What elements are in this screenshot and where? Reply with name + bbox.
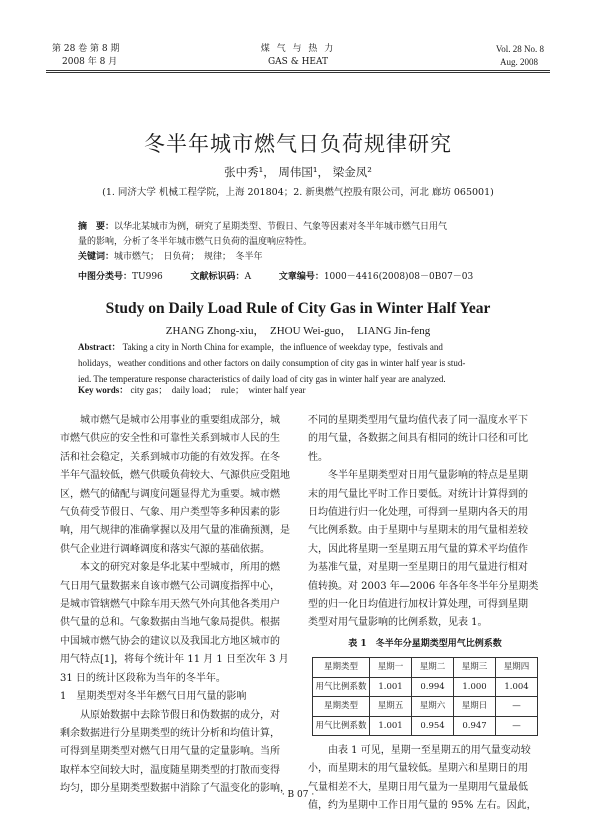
clc-label: 中图分类号： (78, 272, 133, 282)
table-cell: 星期二 (412, 658, 454, 677)
text-line: 是城市管辖燃气中除车用天然气外向其他各类用户 (60, 599, 280, 611)
text-line: 气日用气量数据来自该市燃气公司调度指挥中心， (60, 580, 280, 592)
text-line: 半年气温较低，燃气供暖负荷较大、气源供应受阻地 (60, 470, 290, 482)
abstract-cn-text2: 量的影响，分析了冬半年城市燃气日负荷的温度响应特性。 (78, 237, 313, 247)
right-p3 (308, 742, 542, 816)
doc-code-label: 文献标识码： (190, 272, 245, 282)
text-line: 从原始数据中去除节假日和伪数据的成分，对 (80, 709, 280, 721)
text-line: 市燃气供应的安全性和可靠性关系到城市人民的生 (60, 433, 280, 445)
table-row (313, 658, 538, 677)
table-cell: 星期六 (412, 697, 454, 716)
section-heading-1: 1 星期类型对冬半年燃气日用气量的影响 (60, 691, 247, 703)
table-cell: 1.001 (370, 716, 412, 735)
header-journal-en: GAS & HEAT (267, 57, 329, 67)
header-journal-cn: 煤 气 与 热 力 (260, 44, 336, 54)
text-line: 的用气量，各数据之间具有相同的统计口径和可比 (308, 433, 528, 445)
table-cell: 星期四 (496, 658, 538, 677)
table-row (313, 697, 538, 716)
text-line: 城市燃气是城市公用事业的重要组成部分，城 (80, 415, 280, 426)
table-cell: 0.954 (412, 716, 454, 735)
affiliation: (1. 同济大学 机械工程学院，上海 201804；2. 新奥燃气控股有限公司，河北 廊坊 065001) (102, 187, 494, 198)
table-row (313, 677, 538, 696)
table-cell: 星期五 (370, 697, 412, 716)
text-line: 本文的研究对象是华北某中型城市，所用的燃 (80, 562, 280, 574)
header-volume: 第 28 卷 第 8 期 (52, 44, 120, 54)
text-line: 供气量的总和。气象数据由当地气象局提供。根据 (60, 617, 280, 629)
left-p1 (60, 412, 292, 430)
table-row (313, 716, 538, 735)
right-p2 (308, 467, 542, 633)
header-date: 2008 年 8 月 (62, 57, 118, 67)
left-p3 (60, 707, 292, 799)
table-cell: 星期三 (454, 658, 496, 677)
right-column (308, 412, 542, 816)
text-line: 大，因此将星期一至星期五用气量的算术平均值作 (308, 543, 528, 555)
page-number: · B 07 · (281, 790, 315, 800)
table-weekday-coefficients (312, 657, 538, 736)
text-line: 气比例系数。由于星期中与星期末的用气量相差较 (308, 525, 528, 537)
abstract-en-l1: Taking a city in North China for example，the influence of weekday type，festivals and (122, 342, 443, 352)
clc-value: TU996 (132, 272, 163, 282)
article-no-label: 文章编号： (278, 272, 324, 282)
paper-title-en: Study on Daily Load Rule of City Gas in Winter Half Year (105, 300, 491, 317)
doc-code-value: A (244, 272, 252, 282)
text-line: 用气特点[1]，将每个统计年 11 月 1 日至次年 3 月 (60, 654, 289, 666)
text-line: 性。 (308, 451, 328, 463)
text-line: 可得到星期类型对燃气日用气量的定量影响。当所 (60, 746, 280, 758)
text-line: 取样本空间较大时，温度随星期类型的打散而变得 (60, 764, 280, 776)
text-line: 供气企业进行调峰调度和落实气源的基础依据。 (60, 543, 270, 555)
text-line: 日均值进行归一化处理，可得到一星期内各天的用 (308, 507, 528, 519)
header-volume-en: Vol. 28 No. 8 (495, 44, 544, 54)
table-cell: 星期类型 (313, 697, 370, 716)
header-rule (46, 70, 550, 71)
abstract-en-label: Abstract： (78, 342, 121, 352)
text-line: 31 日的统计区段称为当年的冬半年。 (60, 672, 226, 684)
table-cell: 0.994 (412, 677, 454, 696)
keywords-cn: 城市燃气； 日负荷； 规律； 冬半年 (114, 252, 263, 262)
table-cell: 星期类型 (313, 658, 370, 677)
table-cell: 用气比例系数 (313, 677, 370, 696)
abstract-en-l2: holidays，weather conditions and other factors on daily consumption of city gas in winter half year is stud- (78, 358, 466, 368)
text-line: 响，用气规律的准确掌握以及用气量的准确预测，是 (60, 525, 290, 537)
text-line: 均匀，即分星期类型数据中消除了气温变化的影响， (60, 783, 290, 795)
text-line: 剩余数据进行分星期类型的统计分析和均值计算， (60, 727, 280, 739)
text-line: 类型对用气量影响的比例系数，见表 1。 (308, 617, 488, 629)
keywords-en-label: Key words： (78, 385, 129, 395)
table-caption: 表 1 冬半年分星期类型用气比例系数 (348, 638, 502, 649)
keywords-cn-label: 关键词： (78, 252, 115, 262)
text-line: 气量相差不大，星期日用气量为一星期用气量最低 (308, 781, 528, 793)
text-line: 值转换。对 2003 年—2006 年各年冬半年分星期类 (308, 580, 539, 592)
abstract-cn (78, 220, 520, 265)
table-cell: 星期日 (454, 697, 496, 716)
text-line: 值，约为星期中工作日用气量的 95% 左右。因此， (308, 800, 537, 812)
text-line: 冬半年星期类型对日用气量影响的特点是星期 (328, 470, 528, 482)
article-no-value: 1000－4416(2008)08－0B07－03 (323, 272, 474, 282)
classification-line (78, 269, 520, 282)
text-line: 活和社会稳定，关系到城市功能的有效发挥。在冬 (60, 451, 280, 463)
author-list: 张中秀¹， 周伟国¹， 梁金凤² (224, 165, 372, 179)
paper-title: 冬半年城市燃气日负荷规律研究 (144, 132, 452, 156)
text-line: 不同的星期类型用气量均值代表了同一温度水平下 (308, 415, 528, 426)
left-column (60, 412, 292, 799)
abstract-cn-label: 摘 要： (78, 222, 115, 232)
table-cell: 0.947 (454, 716, 496, 735)
table-cell: 1.004 (496, 677, 538, 696)
text-line: 中国城市燃气协会的建议以及我国北方地区城市的 (60, 635, 280, 647)
keywords-en (78, 383, 520, 396)
left-p1-rest (60, 430, 292, 559)
table-cell: 1.001 (370, 677, 412, 696)
text-line: 为基准气量，对星期一至星期日的用气量进行相对 (308, 562, 528, 574)
abstract-en (78, 339, 520, 387)
abstract-en-l3: ied. The temperature response characteristics of daily load of city gas in winter half year are analyzed. (78, 374, 446, 384)
author-list-en: ZHANG Zhong-xiu， ZHOU Wei-guo， LIANG Jin-feng (165, 325, 431, 337)
left-p2 (60, 559, 292, 688)
text-line: 末的用气量比平时工作日要低。对统计计算得到的 (308, 488, 528, 500)
table-cell: 1.000 (454, 677, 496, 696)
header-date-en: Aug. 2008 (500, 57, 538, 67)
right-p1 (308, 412, 542, 467)
header-rule-2 (46, 72, 550, 73)
abstract-cn-text1: 以华北某城市为例，研究了星期类型、节假日、气象等因素对冬半年城市燃气日用气 (114, 222, 448, 232)
keywords-en-values: city gas； daily load； rule； winter half year (130, 385, 306, 395)
text-line: 型的归一化日均值进行加权计算处理，可得到星期 (308, 599, 528, 611)
table-cell: 用气比例系数 (313, 716, 370, 735)
text-line: 气负荷受节假日、气象、用户类型等多种因素的影 (60, 507, 280, 519)
text-line: 区，燃气的储配与调度问题显得尤为重要。城市燃 (60, 488, 280, 500)
table-cell: — (496, 716, 538, 735)
text-line: 小，而星期末的用气量较低。星期六和星期日的用 (308, 763, 528, 775)
table-cell: — (496, 697, 538, 716)
text-line: 由表 1 可见，星期一至星期五的用气量变动较 (328, 744, 531, 756)
table-cell: 星期一 (370, 658, 412, 677)
